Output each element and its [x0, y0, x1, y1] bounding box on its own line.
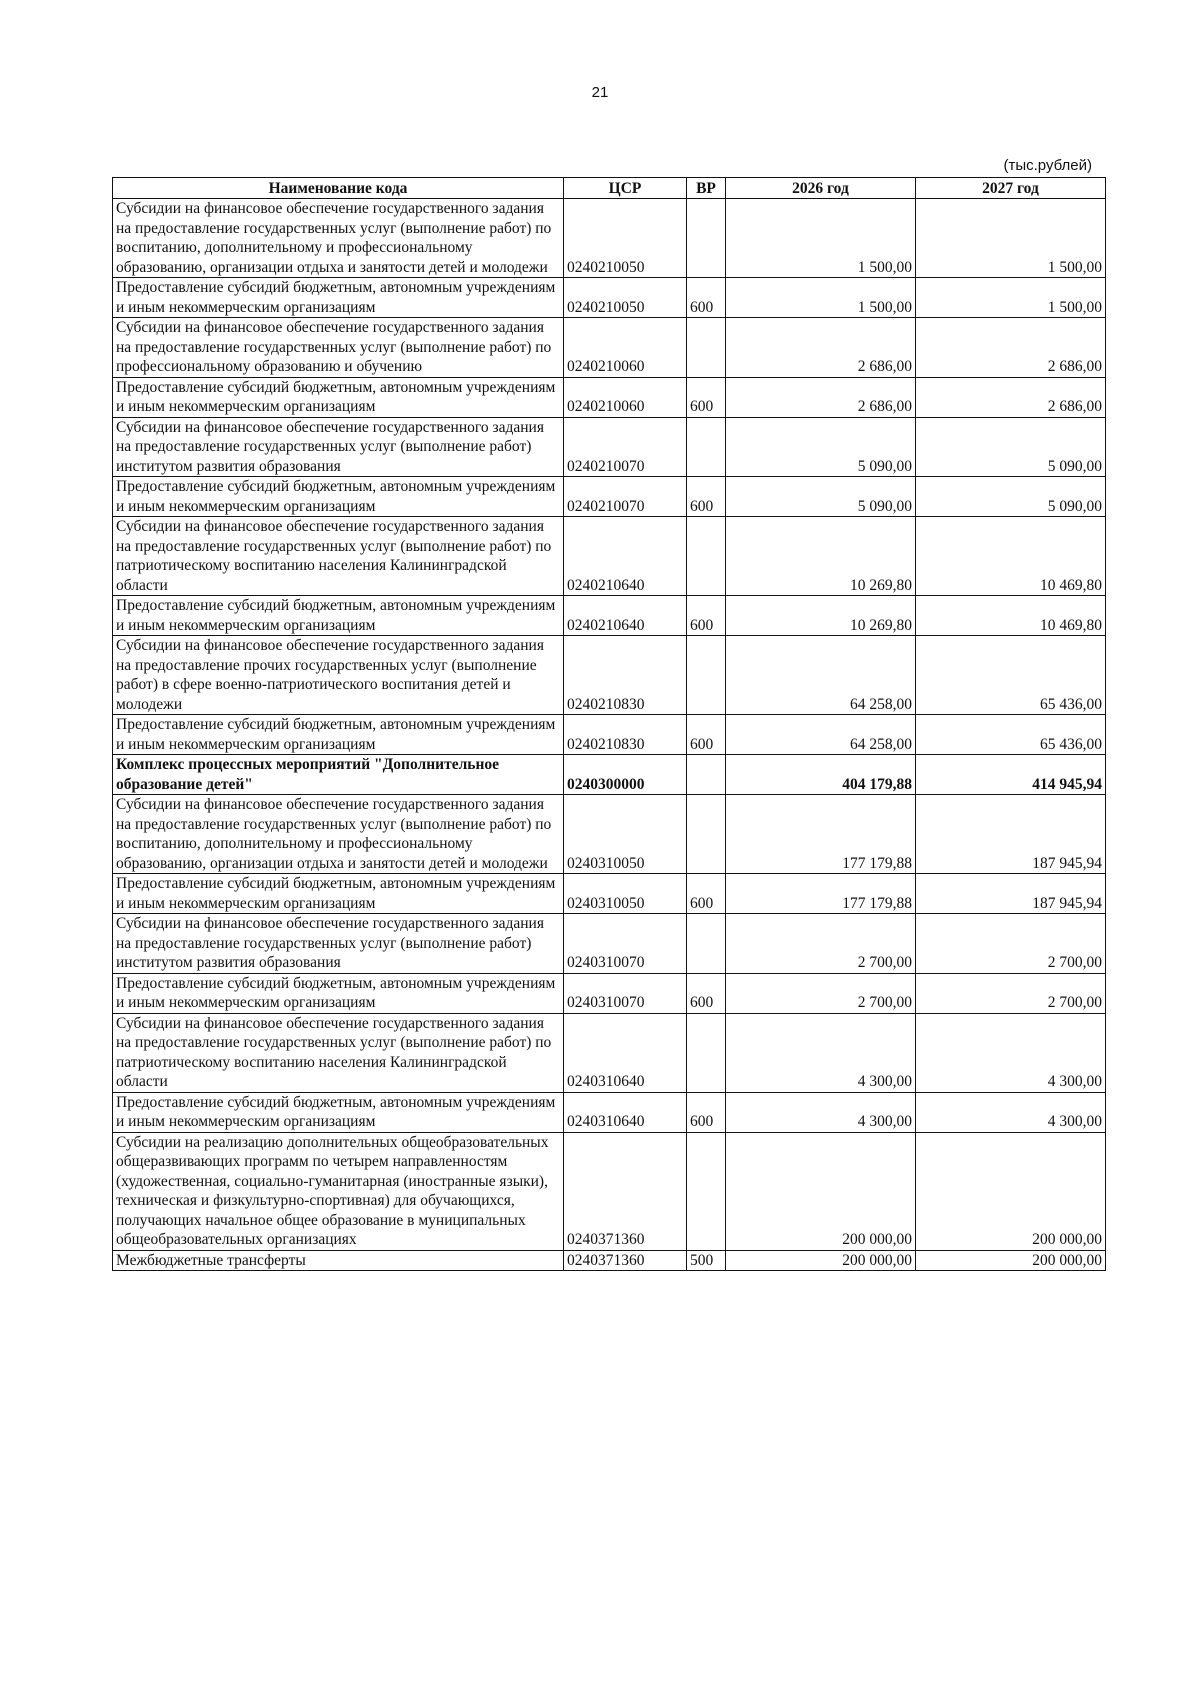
- row-2026-cell: 177 179,88: [726, 795, 916, 874]
- header-2026: 2026 год: [726, 178, 916, 199]
- row-2027-cell: 2 686,00: [916, 377, 1106, 417]
- row-vr-cell: 600: [687, 477, 726, 517]
- row-2026-cell: 177 179,88: [726, 874, 916, 914]
- row-2026-cell: 1 500,00: [726, 278, 916, 318]
- row-2027-cell: 200 000,00: [916, 1132, 1106, 1250]
- row-2027-cell: 10 469,80: [916, 596, 1106, 636]
- row-name-cell: Субсидии на финансовое обеспечение государственного задания на предоставление государственных услуг (выполнение работ) по профессиональному образованию и обучению: [113, 318, 564, 378]
- row-name-cell: Предоставление субсидий бюджетным, автономным учреждениям и иным некоммерческим организациям: [113, 874, 564, 914]
- table-row: [113, 795, 1106, 874]
- row-vr-cell: [687, 636, 726, 715]
- row-2026-cell: 404 179,88: [726, 755, 916, 795]
- row-vr-cell: [687, 517, 726, 596]
- header-name: Наименование кода: [113, 178, 564, 199]
- table-row: [113, 715, 1106, 755]
- row-2027-cell: 2 686,00: [916, 318, 1106, 378]
- table-row: [113, 596, 1106, 636]
- row-name-cell: Предоставление субсидий бюджетным, автономным учреждениям и иным некоммерческим организациям: [113, 278, 564, 318]
- row-2026-cell: 5 090,00: [726, 417, 916, 477]
- row-name-cell: Предоставление субсидий бюджетным, автономным учреждениям и иным некоммерческим организациям: [113, 477, 564, 517]
- row-vr-cell: 600: [687, 715, 726, 755]
- row-vr-cell: 600: [687, 1092, 726, 1132]
- row-2027-cell: 187 945,94: [916, 874, 1106, 914]
- row-2027-cell: 5 090,00: [916, 417, 1106, 477]
- table-body: [113, 199, 1106, 1271]
- row-csr-cell: 0240310050: [564, 874, 687, 914]
- row-2026-cell: 10 269,80: [726, 596, 916, 636]
- row-2026-cell: 10 269,80: [726, 517, 916, 596]
- table-row: [113, 755, 1106, 795]
- row-2027-cell: 1 500,00: [916, 278, 1106, 318]
- row-2027-cell: 4 300,00: [916, 1092, 1106, 1132]
- row-vr-cell: [687, 755, 726, 795]
- header-csr: ЦСР: [564, 178, 687, 199]
- table-row: [113, 1092, 1106, 1132]
- row-2026-cell: 2 686,00: [726, 318, 916, 378]
- table-row: [113, 636, 1106, 715]
- row-2027-cell: 10 469,80: [916, 517, 1106, 596]
- row-2026-cell: 2 686,00: [726, 377, 916, 417]
- row-vr-cell: [687, 1132, 726, 1250]
- row-vr-cell: 600: [687, 278, 726, 318]
- row-csr-cell: 0240310070: [564, 914, 687, 974]
- row-name-cell: Субсидии на реализацию дополнительных общеобразовательных общеразвивающих программ по четырем направленностям (художественная, социально-гуманитарная (иностранные языки), техническая и физкультурно-спортивная) для обучающихся, получающих начальное общее образование в муниципальных общеобразовательных организациях: [113, 1132, 564, 1250]
- budget-table: [112, 177, 1106, 1271]
- page-number: 21: [591, 84, 609, 101]
- row-vr-cell: [687, 417, 726, 477]
- row-name-cell: Межбюджетные трансферты: [113, 1250, 564, 1271]
- row-2026-cell: 200 000,00: [726, 1132, 916, 1250]
- row-name-cell: Предоставление субсидий бюджетным, автономным учреждениям и иным некоммерческим организациям: [113, 715, 564, 755]
- row-csr-cell: 0240210070: [564, 477, 687, 517]
- row-vr-cell: [687, 318, 726, 378]
- row-csr-cell: 0240210070: [564, 417, 687, 477]
- row-vr-cell: [687, 914, 726, 974]
- table-row: [113, 477, 1106, 517]
- table-row: [113, 973, 1106, 1013]
- row-name-cell: Комплекс процессных мероприятий "Дополнительное образование детей": [113, 755, 564, 795]
- row-csr-cell: 0240210060: [564, 318, 687, 378]
- row-name-cell: Субсидии на финансовое обеспечение государственного задания на предоставление государственных услуг (выполнение работ) по воспитанию, дополнительному и профессиональному образованию, организации отдыха и занятости детей и молодежи: [113, 199, 564, 278]
- row-name-cell: Субсидии на финансовое обеспечение государственного задания на предоставление государственных услуг (выполнение работ) по патриотическому воспитанию населения Калининградской области: [113, 1013, 564, 1092]
- row-csr-cell: 0240210640: [564, 596, 687, 636]
- row-2026-cell: 2 700,00: [726, 914, 916, 974]
- row-name-cell: Субсидии на финансовое обеспечение государственного задания на предоставление прочих государственных услуг (выполнение работ) в сфере военно-патриотического воспитания детей и молодежи: [113, 636, 564, 715]
- row-2026-cell: 5 090,00: [726, 477, 916, 517]
- table-row: [113, 278, 1106, 318]
- row-2027-cell: 2 700,00: [916, 914, 1106, 974]
- table-row: [113, 1250, 1106, 1271]
- row-name-cell: Субсидии на финансовое обеспечение государственного задания на предоставление государственных услуг (выполнение работ) институтом развития образования: [113, 914, 564, 974]
- table-row: [113, 517, 1106, 596]
- row-2027-cell: 4 300,00: [916, 1013, 1106, 1092]
- row-2027-cell: 414 945,94: [916, 755, 1106, 795]
- row-csr-cell: 0240210060: [564, 377, 687, 417]
- row-2026-cell: 64 258,00: [726, 715, 916, 755]
- row-2027-cell: 187 945,94: [916, 795, 1106, 874]
- row-2026-cell: 4 300,00: [726, 1013, 916, 1092]
- row-2026-cell: 200 000,00: [726, 1250, 916, 1271]
- row-csr-cell: 0240371360: [564, 1132, 687, 1250]
- row-name-cell: Предоставление субсидий бюджетным, автономным учреждениям и иным некоммерческим организациям: [113, 973, 564, 1013]
- row-vr-cell: 600: [687, 973, 726, 1013]
- row-name-cell: Субсидии на финансовое обеспечение государственного задания на предоставление государственных услуг (выполнение работ) по патриотическому воспитанию населения Калининградской области: [113, 517, 564, 596]
- row-vr-cell: [687, 795, 726, 874]
- header-vr: ВР: [687, 178, 726, 199]
- row-2027-cell: 200 000,00: [916, 1250, 1106, 1271]
- table-row: [113, 377, 1106, 417]
- row-vr-cell: 600: [687, 377, 726, 417]
- table-row: [113, 318, 1106, 378]
- table-row: [113, 1132, 1106, 1250]
- table-row: [113, 914, 1106, 974]
- table-row: [113, 1013, 1106, 1092]
- table-header-row: [113, 178, 1106, 199]
- row-2027-cell: 2 700,00: [916, 973, 1106, 1013]
- table-row: [113, 874, 1106, 914]
- header-2027: 2027 год: [916, 178, 1106, 199]
- row-csr-cell: 0240210830: [564, 715, 687, 755]
- row-2026-cell: 1 500,00: [726, 199, 916, 278]
- table-row: [113, 417, 1106, 477]
- row-csr-cell: 0240371360: [564, 1250, 687, 1271]
- row-csr-cell: 0240310640: [564, 1092, 687, 1132]
- row-vr-cell: 500: [687, 1250, 726, 1271]
- row-name-cell: Предоставление субсидий бюджетным, автономным учреждениям и иным некоммерческим организациям: [113, 377, 564, 417]
- row-name-cell: Субсидии на финансовое обеспечение государственного задания на предоставление государственных услуг (выполнение работ) институтом развития образования: [113, 417, 564, 477]
- row-2027-cell: 1 500,00: [916, 199, 1106, 278]
- row-name-cell: Предоставление субсидий бюджетным, автономным учреждениям и иным некоммерческим организациям: [113, 596, 564, 636]
- row-2027-cell: 65 436,00: [916, 636, 1106, 715]
- row-csr-cell: 0240210640: [564, 517, 687, 596]
- row-csr-cell: 0240210830: [564, 636, 687, 715]
- row-csr-cell: 0240210050: [564, 199, 687, 278]
- table-row: [113, 199, 1106, 278]
- row-2026-cell: 2 700,00: [726, 973, 916, 1013]
- row-2026-cell: 64 258,00: [726, 636, 916, 715]
- units-label: (тыс.рублей): [1003, 157, 1092, 174]
- row-vr-cell: 600: [687, 596, 726, 636]
- row-vr-cell: [687, 199, 726, 278]
- row-vr-cell: [687, 1013, 726, 1092]
- row-csr-cell: 0240310070: [564, 973, 687, 1013]
- row-csr-cell: 0240300000: [564, 755, 687, 795]
- row-name-cell: Предоставление субсидий бюджетным, автономным учреждениям и иным некоммерческим организациям: [113, 1092, 564, 1132]
- row-2027-cell: 65 436,00: [916, 715, 1106, 755]
- row-2027-cell: 5 090,00: [916, 477, 1106, 517]
- row-csr-cell: 0240210050: [564, 278, 687, 318]
- row-vr-cell: 600: [687, 874, 726, 914]
- row-name-cell: Субсидии на финансовое обеспечение государственного задания на предоставление государственных услуг (выполнение работ) по воспитанию, дополнительному и профессиональному образованию, организации отдыха и занятости детей и молодежи: [113, 795, 564, 874]
- row-csr-cell: 0240310050: [564, 795, 687, 874]
- row-csr-cell: 0240310640: [564, 1013, 687, 1092]
- row-2026-cell: 4 300,00: [726, 1092, 916, 1132]
